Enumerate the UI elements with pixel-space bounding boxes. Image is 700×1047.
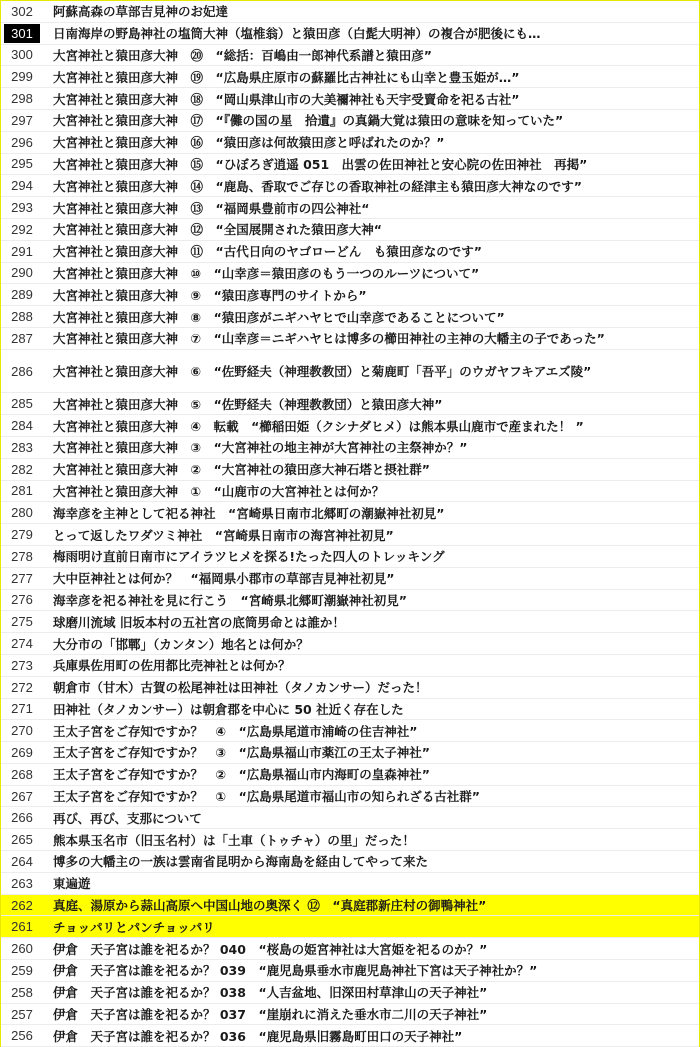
article-number: 297 [11,112,33,128]
article-number: 300 [11,47,33,63]
list-item[interactable] [1,655,699,677]
article-title-link[interactable]: 大宮神社と猿田彦大神 ⑭ “鹿島、香取でご存じの香取神社の経津主も猿田彦大神なのです” [53,178,582,194]
list-item[interactable] [1,829,699,851]
article-number: 290 [11,265,33,281]
article-number: 275 [11,614,33,630]
article-number: 296 [11,134,33,150]
list-item[interactable] [1,66,699,88]
article-title-link[interactable]: 大宮神社と猿田彦大神 ④ 転載 “櫛稲田姫（クシナダヒメ）は熊本県山鹿市で産まれた！ ” [53,418,584,434]
article-title-link[interactable]: 王太子宮をご存知ですか？ ④ “広島県尾道市浦崎の住吉神社” [53,723,418,739]
list-item[interactable] [1,1,699,23]
article-number: 266 [11,810,33,826]
article-number: 264 [11,853,33,869]
article-number: 280 [11,505,33,521]
list-item[interactable] [1,938,699,960]
article-title-link[interactable]: 大中臣神社とは何か？ “福岡県小郡市の草部吉見神社初見” [53,571,395,587]
list-item[interactable] [1,132,699,154]
article-title-link[interactable]: 朝倉市（甘木）古賀の松尾神社は田神社（タノカンサー）だった！ [53,680,428,696]
list-item[interactable] [1,524,699,546]
article-title-link[interactable]: 大宮神社と猿田彦大神 ① “山鹿市の大宮神社とは何か？ [53,483,385,499]
list-item[interactable] [1,45,699,67]
list-item[interactable] [1,720,699,742]
article-title-link[interactable]: 大宮神社と猿田彦大神 ⑯ “猿田彦は何故猿田彦と呼ばれたのか？” [53,135,445,151]
article-title-link[interactable]: 大宮神社と猿田彦大神 ⑥ “佐野経夫（神理教教団）と菊鹿町「吾平」のウガヤフキアエズ陵” [53,363,592,379]
article-title-link[interactable]: 大宮神社と猿田彦大神 ⑤ “佐野経夫（神理教教団）と猿田彦大神” [53,396,443,412]
article-number: 292 [11,221,33,237]
list-item[interactable] [1,960,699,982]
list-item[interactable] [1,1025,699,1047]
article-title-link[interactable]: 大宮神社と猿田彦大神 ⑧ “猿田彦がニギハヤヒで山幸彦であることについて” [53,309,505,325]
article-title-link[interactable]: 王太子宮をご存知ですか？ ③ “広島県福山市薬江の王太子神社” [53,745,431,761]
article-title-link[interactable]: 東遍遊 [53,876,91,892]
list-item[interactable] [1,568,699,590]
article-title-link[interactable]: 大宮神社と猿田彦大神 ⑳ “総括：百嶋由一郎神代系譜と猿田彦” [53,47,432,63]
article-number: 272 [11,679,33,695]
article-title-link[interactable]: 大宮神社と猿田彦大神 ⑩ “山幸彦＝猿田彦のもう一つのルーツについて” [53,265,480,281]
list-item[interactable] [1,23,699,45]
article-title-link[interactable]: 大宮神社と猿田彦大神 ③ “大宮神社の地主神が大宮神社の主祭神か？” [53,440,468,456]
article-title-link[interactable]: チョッパリとパンチョッパリ [53,919,215,935]
article-title-link[interactable]: 伊倉 天子宮は誰を祀るか？ 036 “鹿児島県旧霧島町田口の天子神社” [53,1028,463,1044]
article-number: 284 [11,418,33,434]
list-item[interactable] [1,263,699,285]
list-item[interactable] [1,219,699,241]
article-title-link[interactable]: 大宮神社と猿田彦大神 ⑰ “『儺の国の星 拾遺』の真鍋大覚は猿田の意味を知っていた” [53,113,564,129]
list-item[interactable] [1,459,699,481]
article-title-link[interactable]: 大宮神社と猿田彦大神 ⑨ “猿田彦専門のサイトから” [53,287,367,303]
list-item[interactable] [1,393,699,415]
list-item[interactable] [1,502,699,524]
article-title-link[interactable]: 梅雨明け直前日南市にアイラツヒメを探る!たった四人のトレッキング [53,549,445,565]
article-number: 294 [11,178,33,194]
article-number: 277 [11,570,33,586]
article-number: 295 [11,156,33,172]
article-title-link[interactable]: 球磨川流域 旧坂本村の五社宮の底筒男命とは誰か！ [53,614,345,630]
article-number: 270 [11,723,33,739]
article-number: 263 [11,875,33,891]
list-item[interactable] [1,851,699,873]
list-item[interactable] [1,241,699,263]
article-title-link[interactable]: 大宮神社と猿田彦大神 ⑬ “福岡県豊前市の四公神社“ [53,200,370,216]
article-number: 283 [11,439,33,455]
article-title-link[interactable]: 大宮神社と猿田彦大神 ⑪ “古代日向のヤゴローどん も猿田彦なのです” [53,244,482,260]
article-number: 261 [11,919,33,935]
article-title-link[interactable]: 大分市の「邯鄲」（カンタン）地名とは何か？ [53,636,309,652]
list-item[interactable] [1,807,699,829]
article-number: 273 [11,657,33,673]
article-number: 279 [11,527,33,543]
list-item[interactable] [1,284,699,306]
article-number: 282 [11,461,33,477]
list-item[interactable] [1,764,699,786]
list-item[interactable] [1,916,699,938]
list-item[interactable] [1,481,699,503]
article-title-link[interactable]: 海幸彦を祀る神社を見に行こう “宮崎県北郷町潮嶽神社初見” [53,592,407,608]
article-number: 291 [11,243,33,259]
list-item[interactable] [1,306,699,328]
article-title-link[interactable]: 大宮神社と猿田彦大神 ⑲ “広島県庄原市の蘇羅比古神社にも山幸と豊玉姫が…” [53,69,520,85]
article-number: 281 [11,483,33,499]
list-item[interactable] [1,677,699,699]
article-number: 289 [11,287,33,303]
article-number: 278 [11,548,33,564]
list-item[interactable] [1,590,699,612]
list-item[interactable] [1,175,699,197]
list-item[interactable] [1,895,699,917]
list-item[interactable] [1,1004,699,1026]
list-item[interactable] [1,982,699,1004]
article-number: 302 [11,3,33,19]
article-title-link[interactable]: 伊倉 天子宮は誰を祀るか？ 037 “崖崩れに消えた垂水市二川の天子神社” [53,1007,488,1023]
article-number: 286 [11,363,33,379]
article-title-link[interactable]: 博多の大幡主の一族は雲南省昆明から海南島を経由してやって来た [53,854,429,870]
article-number: 287 [11,330,33,346]
article-number: 257 [11,1006,33,1022]
list-item[interactable] [1,197,699,219]
article-number: 271 [11,701,33,717]
article-title-link[interactable]: 大宮神社と猿田彦大神 ② “大宮神社の猿田彦大神石塔と摂社群” [53,462,431,478]
article-title-link[interactable]: 大宮神社と猿田彦大神 ⑮ “ひぼろぎ逍遥 051 出雲の佐田神社と安心院の佐田神社 再掲” [53,156,588,172]
list-item[interactable] [1,328,699,350]
list-item[interactable] [1,611,699,633]
article-title-link[interactable]: 阿蘇高森の草部吉見神のお妃達 [53,4,229,20]
list-item[interactable] [1,786,699,808]
article-title-link[interactable]: 海幸彦を主神として祀る神社 “宮崎県日南市北郷町の潮嶽神社初見” [53,505,445,521]
article-title-link[interactable]: 熊本県玉名市（旧玉名村）は「土車（トゥチャ）の里」だった！ [53,832,415,848]
list-item[interactable] [1,415,699,437]
list-item[interactable] [1,110,699,132]
list-item[interactable] [1,437,699,459]
article-title-link[interactable]: 王太子宮をご存知ですか？ ② “広島県福山市内海町の皇森神社” [53,767,431,783]
list-item[interactable] [1,873,699,895]
article-number: 260 [11,941,33,957]
article-title-link[interactable]: とって返したワダツミ神社 “宮崎県日南市の海宮神社初見” [53,527,394,543]
article-title-link[interactable]: 日南海岸の野島神社の塩筒大神（塩椎翁）と猿田彦（白髭大明神）の複合が肥後にも… [53,26,541,42]
article-title-link[interactable]: 兵庫県佐用町の佐用都比売神社とは何か？ [53,658,291,674]
article-number: 258 [11,984,33,1000]
article-title-link[interactable]: 王太子宮をご存知ですか？ ① “広島県尾道市福山市の知られざる古社群” [53,789,481,805]
article-title-link[interactable]: 真庭、湯原から蒜山高原へ中国山地の奥深く ⑫ “真庭郡新庄村の御鴨神社” [53,898,487,914]
list-item[interactable] [1,350,699,394]
article-number: 293 [11,200,33,216]
article-number: 268 [11,766,33,782]
article-title-link[interactable]: 大宮神社と猿田彦大神 ⑱ “岡山県津山市の大美禰神社も天宇受賣命を祀る古社” [53,91,520,107]
current-article-number: 301 [4,24,40,43]
list-item[interactable] [1,742,699,764]
article-number: 259 [11,962,33,978]
list-item[interactable] [1,88,699,110]
list-item[interactable] [1,154,699,176]
article-number: 265 [11,832,33,848]
article-title-link[interactable]: 伊倉 天子宮は誰を祀るか？ 039 “鹿児島県垂水市鹿児島神社下宮は天子神社か？” [53,963,538,979]
article-title-link[interactable]: 伊倉 天子宮は誰を祀るか？ 038 “人吉盆地、旧深田村草津山の天子神社” [53,985,488,1001]
article-number: 267 [11,788,33,804]
article-title-link[interactable]: 大宮神社と猿田彦大神 ⑦ “山幸彦＝ニギハヤヒは博多の櫛田神社の主神の大幡主の子であった” [53,331,605,347]
article-number: 288 [11,309,33,325]
list-item[interactable] [1,546,699,568]
article-title-link[interactable]: 大宮神社と猿田彦大神 ⑫ “全国展開された猿田彦大神“ [53,222,382,238]
article-number: 274 [11,636,33,651]
article-number: 276 [11,592,33,608]
article-number: 298 [11,91,33,107]
article-number: 262 [11,897,33,913]
article-title-link[interactable]: 再び、再び、支那について [53,810,202,826]
article-title-link[interactable]: 田神社（タノカンサー）は朝倉郡を中心に 50 社近く存在した [53,701,404,717]
list-item[interactable] [1,699,699,721]
list-item[interactable] [1,633,699,655]
article-number: 285 [11,396,33,412]
article-title-link[interactable]: 伊倉 天子宮は誰を祀るか？ 040 “桜島の姫宮神社は大宮姫を祀るのか？” [53,941,488,957]
article-number: 299 [11,69,33,85]
article-number: 269 [11,744,33,760]
article-number: 256 [11,1028,33,1044]
